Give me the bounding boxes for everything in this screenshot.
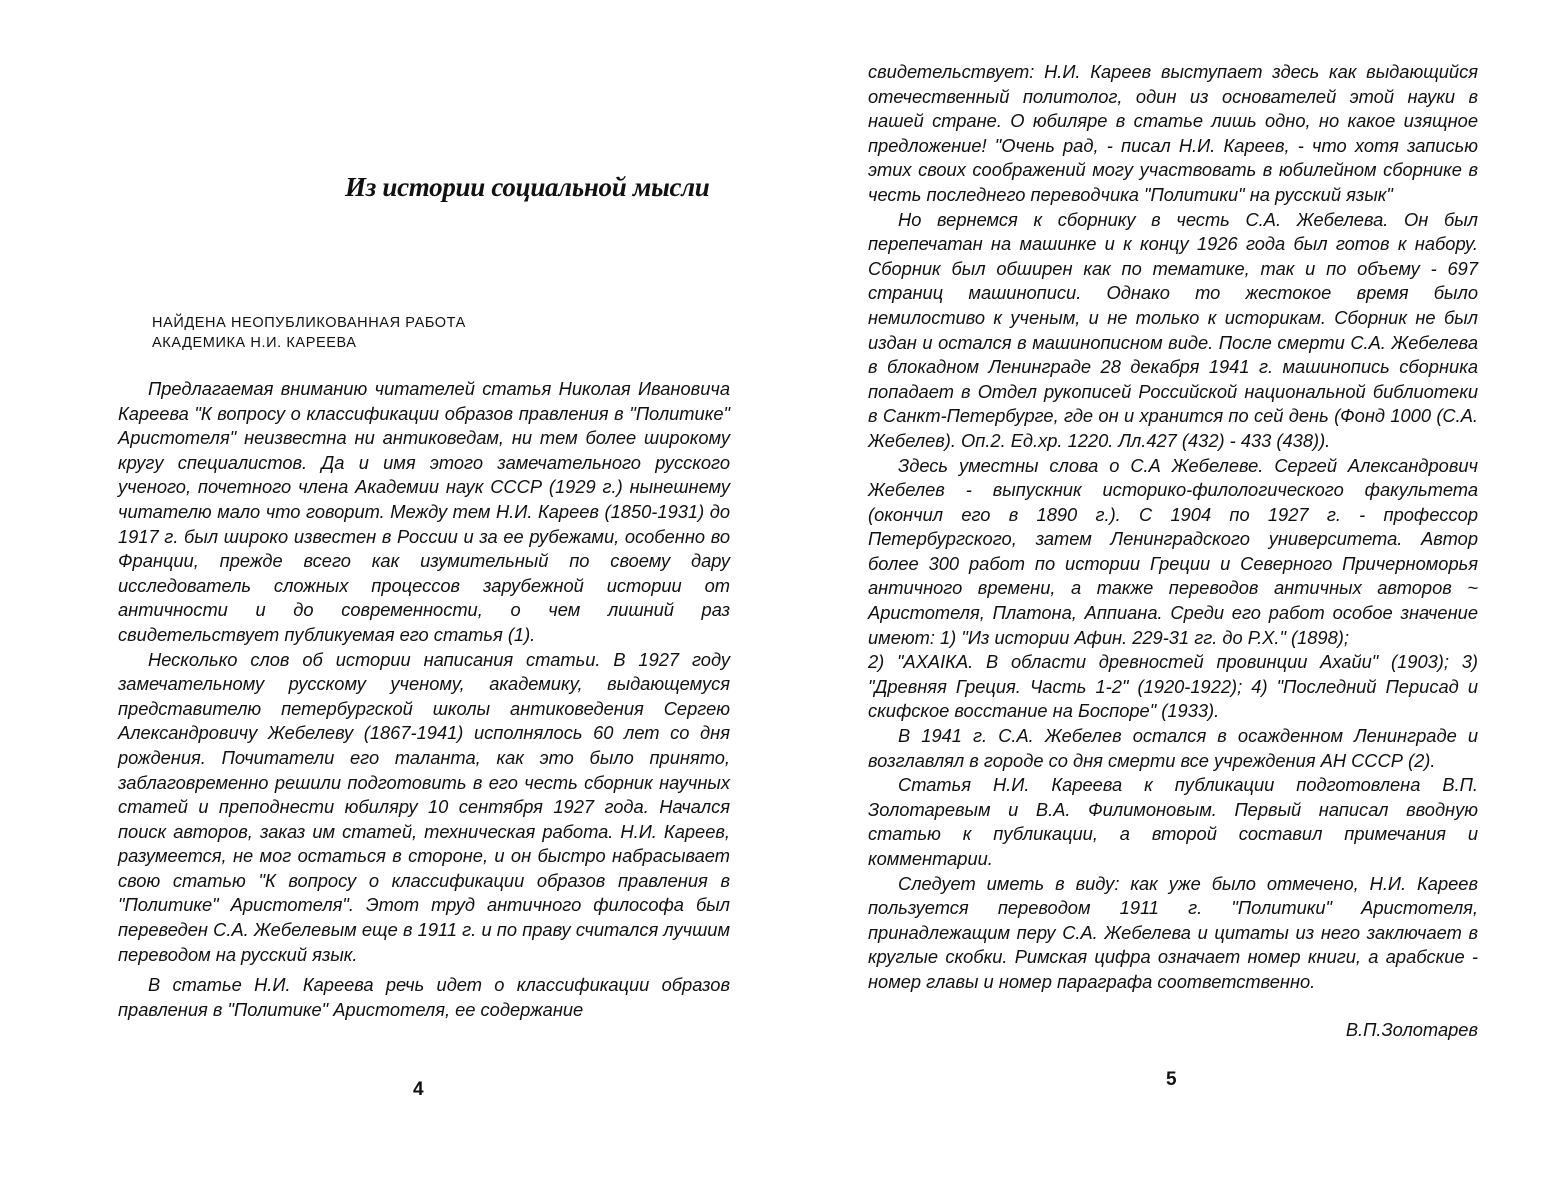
paragraph: Несколько слов об истории написания статьи. В 1927 году замечательному русскому ученому, академику, выдающемуся представителю петербургской школы антиковедения Сергею Александровичу Жебелеву (1867-1941) исполнялось 60 лет со дня рождения. Почитатели его таланта, как это было принято, заблаговременно решили подготовить в его честь сборник научных статей и преподнести юбиляру 10 сентября 1927 года. Начался поиск авторов, заказ им статей, техническая работа. Н.И. Кареев, разумеется, не мог остаться в стороне, и он быстро набрасывает свою статью "К вопросу о классификации образов правления в "Политике" Аристотеля". Этот труд античного философа был переведен С.А. Жебелевым еще в 1911 г. и по праву считался лучшим переводом на русский язык. — [118, 648, 730, 965]
paragraph: Статья Н.И. Кареева к публикации подготовлена В.П. Золотаревым и В.А. Филимоновым. Первый написал вводную статью к публикации, а второй составил примечания и комментарии. — [868, 774, 1478, 869]
left-body-text — [118, 377, 730, 1022]
paragraph: Предлагаемая вниманию читателей статья Николая Ивановича Кареева "К вопросу о классификации образов правления в "Политике" Аристотеля" неизвестна ни антиковедам, ни тем более широкому кругу специалистов. Да и имя этого замечательного русского ученого, почетного члена Академии наук СССР (1929 г.) нынешнему читателю мало что говорит. Между тем Н.И. Кареев (1850-1931) до 1917 г. был широко известен в России и за ее рубежами, особенно во Франции, прежде всего как изумительный по своему дару исследователь сложных процессов зарубежной истории от античности и до современности, о чем лишний раз свидетельствует публикуемая его статья (1). — [118, 378, 730, 645]
left-page — [0, 0, 782, 1182]
paragraph: Но вернемся к сборнику в честь С.А. Жебелева. Он был перепечатан на машинке и к концу 1926 года был готов к набору. Сборник был обширен как по тематике, так и по объему - 697 страниц машинописи. Однако то жестокое время было немилостиво к ученым, и не только к историкам. Сборник не был издан и остался в машинописном виде. После смерти С.А. Жебелева в блокадном Ленинграде 28 декабря 1941 г. машинопись сборника попадает в Отдел рукописей Российской национальной библиотеки в Санкт-Петербурге, где он и хранится по сей день (Фонд 1000 (С.А. Жебелев). Оп.2. Ед.хр. 1220. Лл.427 (432) - 433 (438)). — [868, 208, 1478, 451]
article-heading-line-2: АКАДЕМИКА Н.И. КАРЕЕВА — [152, 335, 357, 351]
paragraph: свидетельствует: Н.И. Кареев выступает здесь как выдающийся отечественный политолог, один из основателей этой науки в нашей стране. О юбиляре в статье лишь одно, но какое изящное предложение! "Очень рад, - писал Н.И. Кареев, - что хотя записью этих своих соображений могу участвовать в юбилейном сборнике в честь последнего переводчика "Политики" на русский язык" — [868, 61, 1478, 205]
paragraph: В статье Н.И. Кареева речь идет о классификации образов правления в "Политике" Аристотеля, ее содержание — [118, 974, 730, 1020]
page-number: 4 — [413, 1079, 424, 1100]
right-body-text — [868, 60, 1478, 995]
paragraph: Следует иметь в виду: как уже было отмечено, Н.И. Кареев пользуется переводом 1911 г. "Политики" Аристотеля, принадлежащим перу С.А. Жебелева и цитаты из него заключает в круглые скобки. Римская цифра означает номер книги, а арабские - номер главы и номер параграфа соответственно. — [868, 872, 1478, 992]
page-number: 5 — [1166, 1069, 1177, 1090]
paragraph: 2) "АХАIКА. В области древностей провинции Ахайи" (1903); 3) "Древняя Греция. Часть 1-2" (1920-1922); 4) "Последний Перисад и скифское восстание на Боспоре" (1933). — [868, 651, 1478, 722]
right-page — [782, 0, 1565, 1182]
author-signature: В.П.Золотарев — [1345, 1019, 1478, 1040]
section-title: Из истории социальной мысли — [345, 172, 710, 202]
paragraph: В 1941 г. С.А. Жебелев остался в осажденном Ленинграде и возглавлял в городе со дня смерти все учреждения АН СССР (2). — [868, 725, 1478, 771]
article-heading-line-1: НАЙДЕНА НЕОПУБЛИКОВАННАЯ РАБОТА — [152, 315, 466, 331]
paragraph: Здесь уместны слова о С.А Жебелеве. Сергей Александрович Жебелев - выпускник историко-филологического факультета (окончил его в 1890 г.). С 1904 по 1927 г. - профессор Петербургского, затем Ленинградского университета. Автор более 300 работ по истории Греции и Северного Причерноморья античного времени, а также переводов античных авторов ~ Аристотеля, Платона, Аппиана. Среди его работ особое значение имеют: 1) "Из истории Афин. 229-31 гг. до Р.Х." (1898); — [868, 454, 1478, 648]
article-heading — [152, 313, 466, 353]
